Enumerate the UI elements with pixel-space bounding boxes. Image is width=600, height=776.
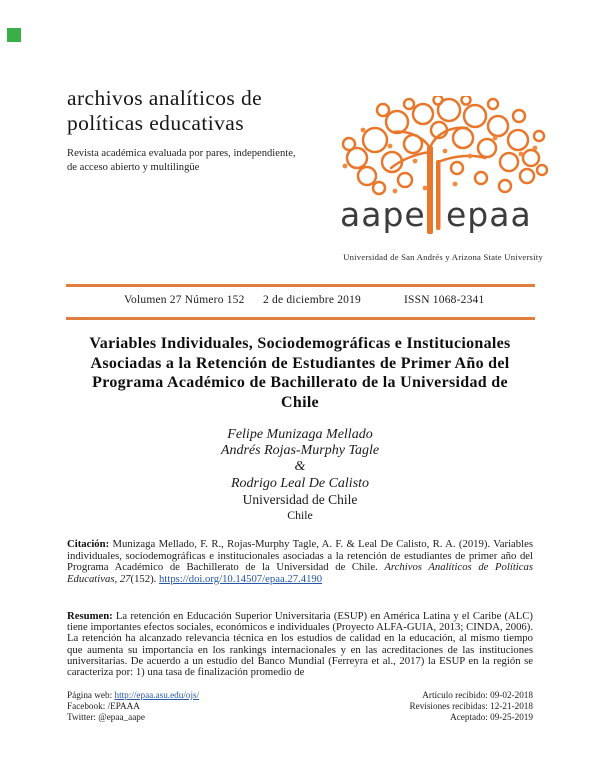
article-title-line: Chile xyxy=(281,393,319,411)
journal-name-line1: archivos analíticos de xyxy=(67,86,263,110)
authors-affiliation: Universidad de Chile xyxy=(242,491,358,507)
corner-marker xyxy=(7,28,21,42)
citation-paragraph xyxy=(67,539,533,585)
abstract-paragraph xyxy=(67,611,533,678)
journal-logo xyxy=(335,96,550,274)
journal-name-line2: políticas educativas xyxy=(67,110,244,135)
authors-block xyxy=(67,427,533,523)
journal-tagline-line1: Revista académica evaluada por pares, independiente, xyxy=(67,148,296,159)
journal-name xyxy=(67,86,262,135)
accepted-line: Aceptado: 09-25-2019 xyxy=(450,712,533,722)
citation-journal-italic: Archivos Analíticos de Políticas Educativas, 27 xyxy=(67,561,534,585)
twitter-line: Twitter: @epaa_aape xyxy=(67,712,145,722)
footer-left xyxy=(67,690,199,723)
issue-volume: Volumen 27 Número 152 xyxy=(124,294,245,306)
authors-ampersand: & xyxy=(294,459,306,475)
author-name: Andrés Rojas-Murphy Tagle xyxy=(220,443,380,459)
logo-aape-text: aape xyxy=(340,195,426,234)
web-line xyxy=(67,690,199,701)
citation-issue: (152). xyxy=(130,572,160,585)
author-name: Rodrigo Leal De Calisto xyxy=(230,475,370,491)
issue-rule-top xyxy=(66,284,535,287)
author-name: Felipe Munizaga Mellado xyxy=(227,427,373,442)
citation-label: Citación: xyxy=(67,538,110,550)
abstract-label: Resumen: xyxy=(67,610,113,622)
article-title-line: Programa Académico de Bachillerato de la Universidad de xyxy=(92,374,508,391)
journal-tagline xyxy=(67,147,296,174)
issue-rule-bottom xyxy=(66,317,535,320)
article-title xyxy=(67,334,533,412)
revisions-line: Revisiones recibidas: 12-21-2018 xyxy=(409,701,533,711)
logo-affiliation: Universidad de San Andrés y Arizona State University xyxy=(343,252,543,262)
issue-issn: ISSN 1068-2341 xyxy=(404,294,485,306)
article-title-line: Variables Individuales, Sociodemográficas e Institucionales xyxy=(89,335,511,352)
authors-country: Chile xyxy=(287,507,313,522)
logo-epaa-text: epaa xyxy=(446,195,532,234)
doi-link[interactable]: https://doi.org/10.14507/epaa.27.4190 xyxy=(159,572,323,585)
abstract-text: La retención en Educación Superior Universitaria (ESUP) en América Latina y el Caribe (ALC) tiene importantes efectos sociales, económicos e individuales (Proyecto ALFA-GUIA, 2013; CINDA, 2006). La retención ha alcanzado relevancia técnica en los estudios de calidad en la educación, al mismo tiempo que aumenta su importancia en los rankings internacionales y en las acreditaciones de las instituciones universitarias. De acuerdo a un estudio del Banco Mundial (Ferreyra et al., 2017) la ESUP en la región se caracteriza por: 1) una tasa de finalización promedio de xyxy=(67,610,533,679)
web-label: Página web: xyxy=(67,690,115,700)
issue-date: 2 de diciembre 2019 xyxy=(263,294,362,306)
received-line: Artículo recibido: 09-02-2018 xyxy=(422,690,533,700)
journal-tagline-line2: de acceso abierto y multilingüe xyxy=(67,161,200,173)
web-link[interactable]: http://epaa.asu.edu/ojs/ xyxy=(114,690,200,700)
facebook-line: Facebook: /EPAAA xyxy=(67,701,140,711)
footer-right xyxy=(410,690,534,723)
article-title-line: Asociadas a la Retención de Estudiantes de Primer Año del xyxy=(90,354,510,372)
citation-text: Munizaga Mellado, F. R., Rojas-Murphy Tagle, A. F. & Leal De Calisto, R. A. (2019). Variables individuales, sociodemográficas e institucionales asociadas a la retención de estudiantes de primer año del Programa Académico de Bachillerato de la Universidad de Chile. xyxy=(67,538,533,574)
